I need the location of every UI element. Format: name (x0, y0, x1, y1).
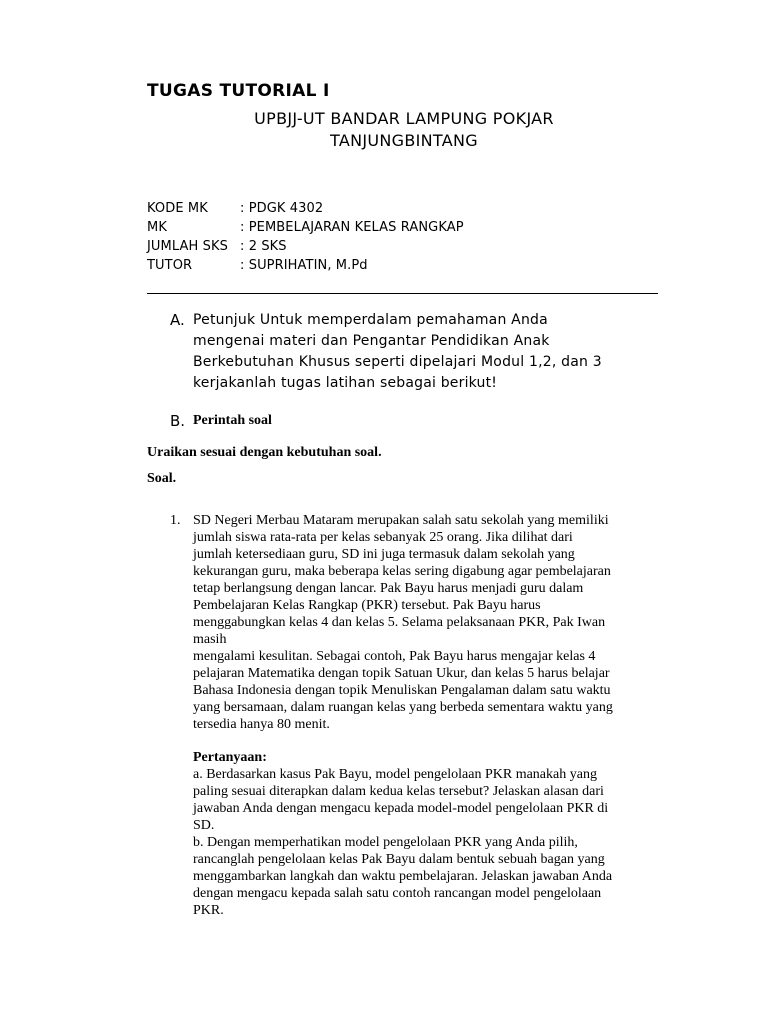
meta-value: : PEMBELAJARAN KELAS RANGKAP (240, 220, 464, 235)
meta-label: KODE MK (147, 201, 208, 216)
document-title: TUGAS TUTORIAL I (147, 81, 330, 101)
pertanyaan-line: b. Dengan memperhatikan model pengelolaan PKR yang Anda pilih, (193, 835, 578, 850)
question-line: Bahasa Indonesia dengan topik Menuliskan Pengalaman dalam satu waktu (193, 683, 611, 698)
pertanyaan-line: menggambarkan langkah dan waktu pembelajaran. Jelaskan jawaban Anda (193, 869, 613, 884)
pertanyaan-line: a. Berdasarkan kasus Pak Bayu, model pengelolaan PKR manakah yang (193, 767, 597, 782)
question-line: jumlah siswa rata-rata per kelas sebanyak 25 orang. Jika dilihat dari (193, 530, 573, 545)
header-divider (147, 293, 658, 294)
meta-value: : PDGK 4302 (240, 201, 324, 216)
question-line: pelajaran Matematika dengan topik Satuan Ukur, dan kelas 5 harus belajar (193, 666, 610, 681)
section-b-letter: B. (170, 412, 186, 430)
pertanyaan-line: paling sesuai diterapkan dalam kedua kelas tersebut? Jelaskan alasan dari (193, 784, 604, 799)
question-line: yang bersamaan, dalam ruangan kelas yang berbeda sementara waktu yang (193, 700, 613, 715)
soal-label: Soal. (147, 471, 177, 486)
instruction-text: Uraikan sesuai dengan kebutuhan soal. (147, 445, 382, 460)
pertanyaan-line: jawaban Anda dengan mengacu kepada model-model pengelolaan PKR di (193, 801, 609, 816)
section-a-line: kerjakanlah tugas latihan sebagai berikut! (193, 375, 498, 391)
meta-label: JUMLAH SKS (147, 239, 228, 254)
question-line: tetap berlangsung dengan lancar. Pak Bayu harus menjadi guru dalam (193, 581, 584, 596)
section-a-line: Petunjuk Untuk memperdalam pemahaman Anda (193, 312, 548, 328)
question-line: kekurangan guru, maka beberapa kelas sering digabung agar pembelajaran (193, 564, 611, 579)
pertanyaan-line: dengan mengacu kepada salah satu contoh rancangan model pengelolaan (193, 886, 602, 901)
question-line: mengalami kesulitan. Sebagai contoh, Pak Bayu harus mengajar kelas 4 (193, 649, 596, 664)
pertanyaan-line: PKR. (193, 903, 224, 918)
meta-value: : 2 SKS (240, 239, 287, 254)
question-line: masih (193, 632, 227, 647)
question-number: 1. (170, 513, 181, 528)
meta-label: MK (147, 220, 167, 235)
meta-value: : SUPRIHATIN, M.Pd (240, 258, 368, 273)
pertanyaan-line: rancanglah pengelolaan kelas Pak Bayu dalam bentuk sebuah bagan yang (193, 852, 605, 867)
document-subtitle-line-2: TANJUNGBINTANG (330, 131, 478, 150)
section-b-label: Perintah soal (193, 413, 272, 428)
section-a-line: mengenai materi dan Pengantar Pendidikan Anak (193, 333, 550, 349)
question-line: tersedia hanya 80 menit. (193, 717, 330, 732)
pertanyaan-label: Pertanyaan: (193, 750, 267, 765)
meta-label: TUTOR (147, 258, 193, 273)
question-line: SD Negeri Merbau Mataram merupakan salah satu sekolah yang memiliki (193, 513, 609, 528)
section-a-line: Berkebutuhan Khusus seperti dipelajari Modul 1,2, dan 3 (193, 354, 602, 370)
section-a-letter: A. (170, 311, 185, 329)
question-line: menggabungkan kelas 4 dan kelas 5. Selama pelaksanaan PKR, Pak Iwan (193, 615, 606, 630)
question-line: jumlah ketersediaan guru, SD ini juga termasuk dalam sekolah yang (193, 547, 575, 562)
document-subtitle-line-1: UPBJJ-UT BANDAR LAMPUNG POKJAR (254, 109, 554, 128)
pertanyaan-line: SD. (193, 818, 215, 833)
question-line: Pembelajaran Kelas Rangkap (PKR) tersebut. Pak Bayu harus (193, 598, 541, 613)
